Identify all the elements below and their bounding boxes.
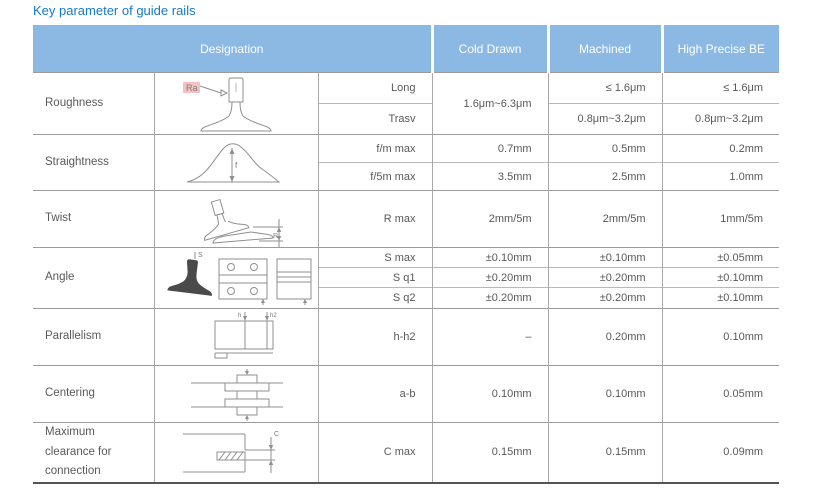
row-label-twist: Twist [33,191,154,248]
row-label-roughness: Roughness [33,73,154,135]
header-cold-drawn: Cold Drawn [432,25,548,73]
value-angle-smax-high-precise: ±0.05mm [662,248,779,268]
row-label-straightness: Straightness [33,135,154,191]
stepped-block-parallelism-icon [155,309,317,365]
param-r-max: R max [318,191,432,248]
table-row [33,309,779,366]
table-header-row [33,25,779,73]
rail-angle-gauge-icon [155,248,317,308]
h-label: h [238,313,242,319]
value-straightness-fm-machined: 0.5mm [548,135,662,163]
value-parallelism-machined: 0.20mm [548,309,662,366]
value-centering-cold: 0.10mm [432,366,548,423]
header-high-precise-be: High Precise BE [662,25,779,73]
value-clearance-high-precise: 0.09mm [662,423,779,483]
angle-diagram-cell [154,248,318,309]
guide-rails-parameter-table [33,25,779,484]
table-row [33,73,779,104]
value-angle-sq1-machined: ±0.20mm [548,268,662,288]
joint-clearance-icon [155,423,317,481]
r-label: R [273,233,279,240]
row-label-centering: Centering [33,366,154,423]
value-angle-smax-machined: ±0.10mm [548,248,662,268]
value-clearance-machined: 0.15mm [548,423,662,483]
value-roughness-trasv-machined: 0.8μm~3.2μm [548,104,662,135]
value-straightness-f5m-cold: 3.5mm [432,163,548,191]
param-s-max: S max [318,248,432,268]
page-title: Key parameter of guide rails [33,3,196,18]
twist-diagram-cell [154,191,318,248]
param-long: Long [318,73,432,104]
s-label: S [198,252,203,259]
f-label: f [235,160,238,170]
value-parallelism-high-precise: 0.10mm [662,309,779,366]
value-roughness-long-high-precise: ≤ 1.6μm [662,73,779,104]
c-label: C [274,431,280,439]
table-row [33,135,779,163]
value-centering-machined: 0.10mm [548,366,662,423]
param-s-q2: S q2 [318,288,432,309]
param-fm-max: f/m max [318,135,432,163]
bow-curve-straightness-icon [155,136,317,190]
row-label-clearance: Maximum clearance for connection [33,423,154,483]
param-trasv: Trasv [318,104,432,135]
value-straightness-fm-high-precise: 0.2mm [662,135,779,163]
value-angle-sq2-high-precise: ±0.10mm [662,288,779,309]
param-a-b: a-b [318,366,432,423]
value-roughness-trasv-high-precise: 0.8μm~3.2μm [662,104,779,135]
param-f5m-max: f/5m max [318,163,432,191]
ra-label: Ra [186,82,198,93]
value-straightness-f5m-high-precise: 1.0mm [662,163,779,191]
param-h-h2: h-h2 [318,309,432,366]
rail-profile-roughness-icon [155,74,317,134]
straightness-diagram-cell [154,135,318,191]
value-centering-high-precise: 0.05mm [662,366,779,423]
parallelism-diagram-cell [154,309,318,366]
param-c-max: C max [318,423,432,483]
value-roughness-cold-drawn: 1.6μm~6.3μm [432,73,548,135]
value-angle-sq1-high-precise: ±0.10mm [662,268,779,288]
value-clearance-cold: 0.15mm [432,423,548,483]
header-machined: Machined [548,25,662,73]
value-straightness-fm-cold: 0.7mm [432,135,548,163]
row-label-angle: Angle [33,248,154,309]
spool-centering-icon [155,366,317,422]
value-twist-machined: 2mm/5m [548,191,662,248]
value-twist-high-precise: 1mm/5m [662,191,779,248]
header-designation: Designation [33,25,432,73]
param-s-q1: S q1 [318,268,432,288]
row-label-parallelism: Parallelism [33,309,154,366]
value-twist-cold: 2mm/5m [432,191,548,248]
table-row [33,191,779,248]
table-row [33,248,779,268]
tilted-rail-twist-icon [155,191,317,247]
table-row [33,366,779,423]
value-straightness-f5m-machined: 2.5mm [548,163,662,191]
table-row [33,423,779,483]
roughness-diagram-cell [154,73,318,135]
value-angle-sq1-cold: ±0.20mm [432,268,548,288]
value-parallelism-cold: – [432,309,548,366]
value-angle-sq2-machined: ±0.20mm [548,288,662,309]
centering-diagram-cell [154,366,318,423]
clearance-diagram-cell [154,423,318,483]
value-angle-sq2-cold: ±0.20mm [432,288,548,309]
value-roughness-long-machined: ≤ 1.6μm [548,73,662,104]
value-angle-smax-cold: ±0.10mm [432,248,548,268]
h2-label: h2 [270,313,277,319]
